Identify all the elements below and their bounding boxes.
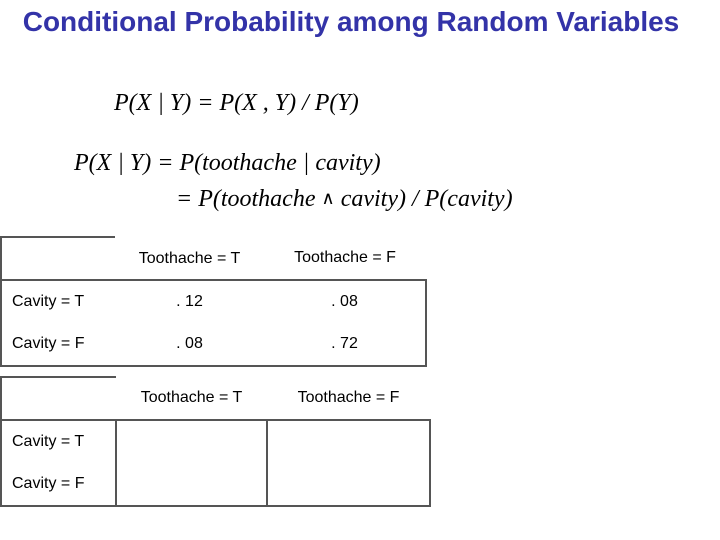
row-label-cavity-false: Cavity = F [1,463,116,506]
conditional-probability-table [0,376,431,507]
bayes-formula: P(X | Y) = P(X , Y) / P(Y) [114,90,359,116]
cell-cavity-false-toothache-true [116,463,267,506]
row-label-cavity-false: Cavity = F [1,323,115,366]
cell-cavity-false-toothache-false: . 72 [264,323,426,366]
table-corner-cell [1,377,116,420]
example-formula-line2 [176,186,513,213]
cell-cavity-true-toothache-true [116,420,267,463]
column-header-toothache-true: Toothache = T [115,237,264,280]
column-header-toothache-false: Toothache = F [297,389,400,406]
logical-and-symbol: ∧ [321,188,335,208]
cell-cavity-true-toothache-true: . 12 [115,280,264,323]
slide-title: Conditional Probability among Random Variables [22,6,680,37]
example-formula-line1: P(X | Y) = P(toothache | cavity) [74,150,381,176]
row-label-cavity-true: Cavity = T [1,420,116,463]
cell-cavity-true-toothache-false: . 08 [264,280,426,323]
cell-cavity-false-toothache-true: . 08 [115,323,264,366]
cell-cavity-false-toothache-false [267,463,430,506]
joint-probability-table [0,236,427,367]
column-header-toothache-false: Toothache = F [294,249,396,266]
example-formula-line2-prefix: = P(toothache [176,186,322,212]
table-corner-cell [1,237,115,280]
column-header-toothache-true: Toothache = T [140,389,243,406]
example-formula-line2-suffix: cavity) / P(cavity) [334,186,513,212]
row-label-cavity-true: Cavity = T [1,280,115,323]
cell-cavity-true-toothache-false [267,420,430,463]
